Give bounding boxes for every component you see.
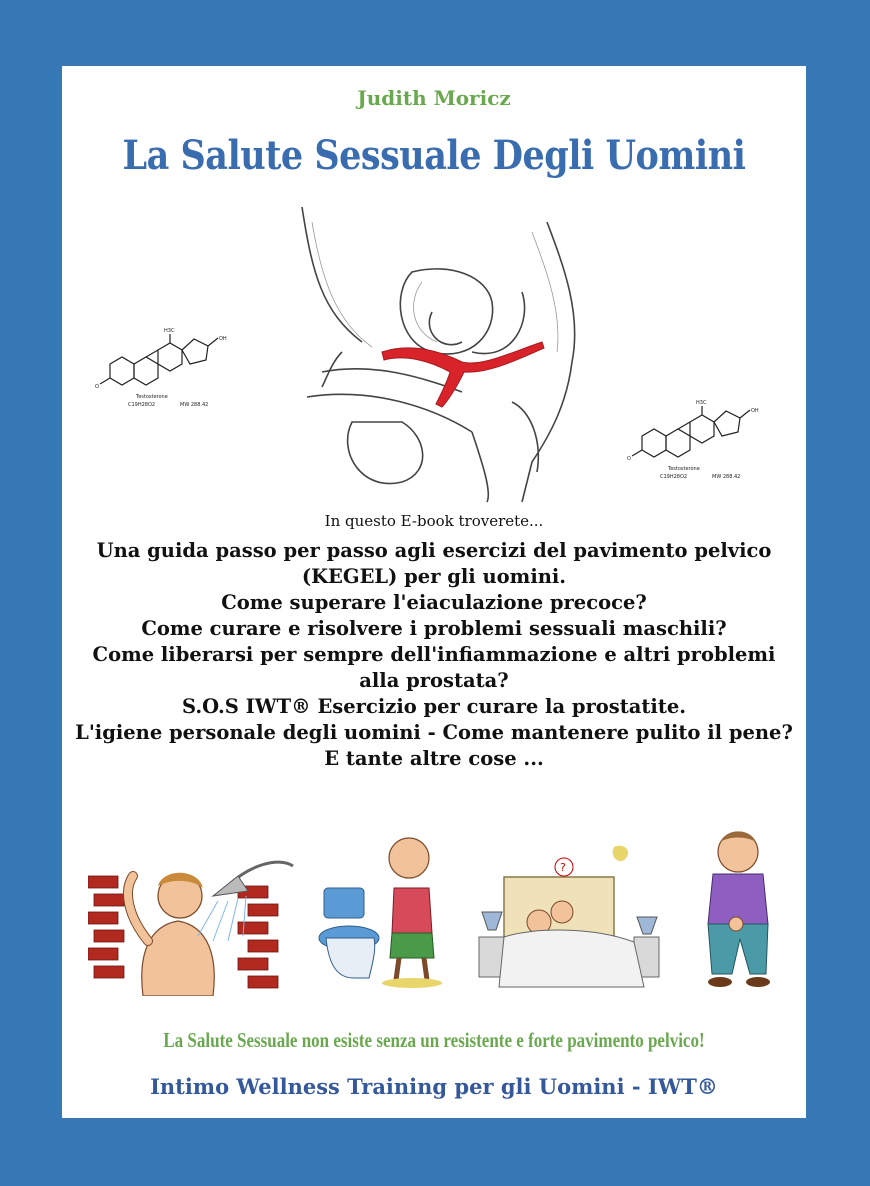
- testosterone-molecule-right: [622, 366, 782, 486]
- book-title: La Salute Sessuale Degli Uomini: [122, 132, 746, 180]
- contents-item: Come curare e risolvere i problemi sessuali maschili?: [141, 617, 727, 640]
- svg-text:MW 288.42: MW 288.42: [180, 402, 209, 408]
- contents-item: Come superare l'eiaculazione precoce?: [221, 591, 647, 614]
- contents-list: [72, 538, 796, 772]
- svg-text:O: O: [95, 384, 99, 390]
- brand-name: Intimo Wellness Training per gli Uomini - IWT®: [150, 1074, 718, 1099]
- svg-text:MW 288.42: MW 288.42: [712, 474, 741, 480]
- svg-text:Testosterone: Testosterone: [668, 466, 700, 472]
- svg-text:H3C: H3C: [696, 400, 707, 406]
- contents-item: Una guida passo per passo agli esercizi del pavimento pelvico (KEGEL) per gli uomini.: [96, 539, 772, 588]
- tagline: La Salute Sessuale non esiste senza un resistente e forte pavimento pelvico!: [163, 1028, 705, 1052]
- man-showering-cartoon: [88, 846, 298, 996]
- ebook-cover: [62, 66, 806, 1118]
- pelvic-anatomy-illustration: [282, 202, 592, 504]
- man-at-toilet-cartoon: [314, 828, 454, 988]
- svg-text:C19H28O2: C19H28O2: [660, 474, 688, 480]
- svg-text:O: O: [627, 456, 631, 462]
- testosterone-molecule-left: [90, 294, 250, 414]
- contents-item: Come liberarsi per sempre dell'infiammazione e altri problemi alla prostata?: [92, 643, 776, 692]
- intro-text: In questo E-book troverete...: [324, 512, 544, 530]
- svg-text:OH: OH: [751, 408, 759, 414]
- contents-item: E tante altre cose ...: [324, 747, 544, 770]
- svg-text:C19H28O2: C19H28O2: [128, 402, 156, 408]
- svg-text:?: ?: [560, 861, 566, 874]
- svg-text:OH: OH: [219, 336, 227, 342]
- couple-in-bed-cartoon: [474, 842, 674, 992]
- contents-item: L'igiene personale degli uomini - Come mantenere pulito il pene?: [75, 721, 793, 744]
- worried-man-cartoon: [688, 824, 798, 994]
- svg-text:H3C: H3C: [164, 328, 175, 334]
- author-name: Judith Moricz: [357, 86, 511, 110]
- contents-item: S.O.S IWT® Esercizio per curare la prostatite.: [181, 695, 687, 718]
- svg-text:Testosterone: Testosterone: [136, 394, 168, 400]
